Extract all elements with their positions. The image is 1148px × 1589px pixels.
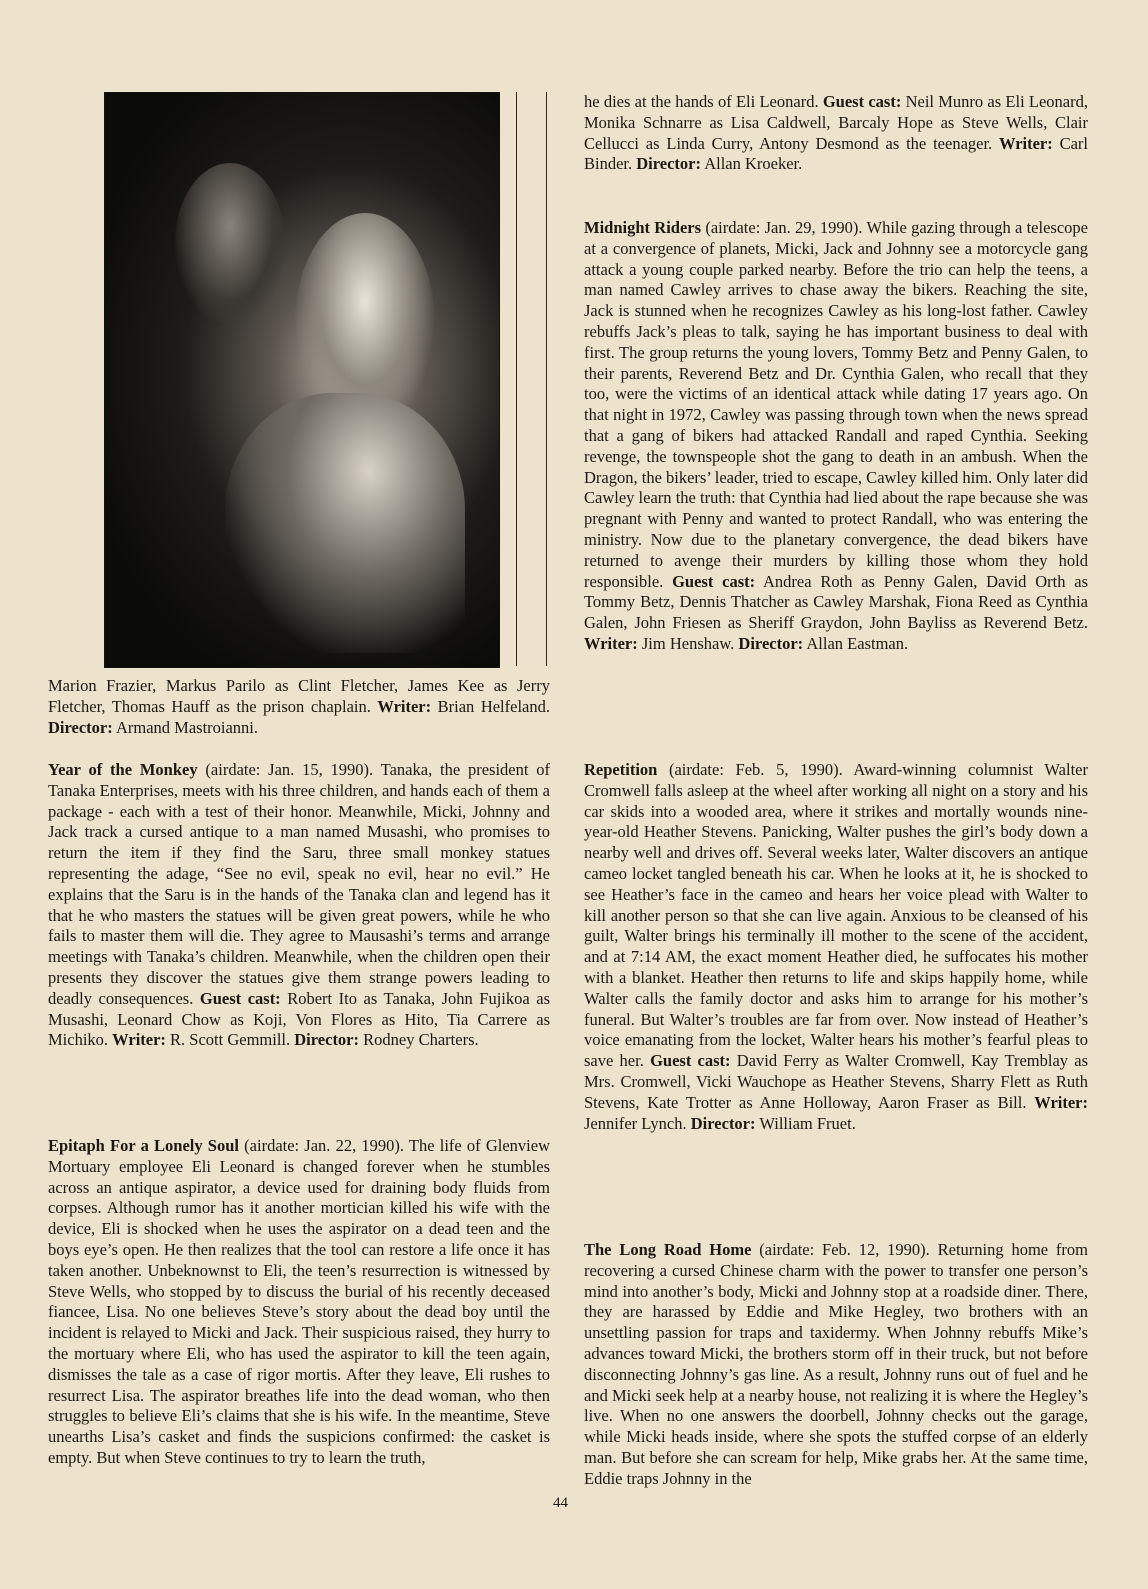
episode-the-long-road-home xyxy=(584,1240,1088,1490)
episode-midnight-riders: Midnight Riders (airdate: Jan. 29, 1990). While gazing through a telescope at a convergence of planets, Micki, Jack and Johnny see a motorcycle gang attack a young couple parked nearby. Before the trio can help the teens, a man named Cawley arrives to chase away the bikers. Reaching the site, Jack is stunned when he recognizes Cawley as his long-lost father. Cawley rebuffs Jack’s pleas to talk, saying he has important business to deal with first. The group returns the young lovers, Tommy Betz and Penny Galen, to their parents, Reverend Betz and Dr. Cynthia Galen, who recall that they too, were the victims of an identical attack while dating 17 years ago. On that night in 1972, Cawley was passing through town when the news spread that a gang of bikers had attacked Randall and raped Cynthia. Seeking revenge, the townspeople shot the gang to death in an ambush. When the Dragon, the bikers’ leader, tried to escape, Cawley killed him. Only later did Cawley learn the truth: that Cynthia had lied about the rape because she was pregnant with Penny and wanted to protect Randall, who was entering the ministry. Now due to the planetary convergence, the dead bikers have returned to avenge their murders by killing those whom they hold responsible. Guest cast: Andrea Roth as Penny Galen, David Orth as Tommy Betz, Dennis Thatcher as Cawley Marshak, Fiona Reed as Cynthia Galen, John Friesen as Sheriff Graydon, John Bayliss as Reverend Betz. Writer: Jim Henshaw. Director: Allan Eastman. xyxy=(584,218,1089,653)
episode-body: (airdate: Feb. 12, 1990). Returning home from recovering a cursed Chinese charm with the power to transfer one person’s mind into another’s body, Micki and Johnny stop at a roadside diner. There, they are harassed by Eddie and Mike Hegley, two brothers with an unsettling passion for traps and taxidermy. When Johnny rebuffs Mike’s advances toward Micki, the brothers storm off in their truck, but not before disconnecting Johnny’s gas line. As a result, Johnny runs out of fuel and he and Micki seek help at a nearby house, not realizing it is where the Hegley’s live. When no one answers the doorbell, Johnny checks out the garage, while Micki heads inside, where she spots the stuffed corpse of an elderly man. But before she can scream for help, Mike grabs her. At the same time, Eddie traps Johnny in the xyxy=(584,1240,1089,1488)
photo-figure-man xyxy=(175,163,285,323)
episode-title: Year of the Monkey xyxy=(48,760,198,779)
episode-continuation: he dies at the hands of Eli Leonard. Guest cast: Neil Munro as Eli Leonard, Monika Schnarre as Lisa Caldwell, Barcaly Hope as Steve Wells, Clair Cellucci as Linda Curry, Antony Desmond as the teenager. Writer: Carl Binder. Director: Allan Kroeker. xyxy=(584,92,1089,174)
episode-title: Repetition xyxy=(584,760,658,779)
episode-body: (airdate: Jan. 29, 1990). While gazing through a telescope at a convergence of planets, Micki, Jack and Johnny see a motorcycle gang attack a young couple parked nearby. Before the trio can help the teens, a man named Cawley arrives to chase away the bikers. Reaching the site, Jack is stunned when he recognizes Cawley as his long-lost father. Cawley rebuffs Jack’s pleas to talk, saying he has important business to deal with first. The group returns the young lovers, Tommy Betz and Penny Galen, to their parents, Reverend Betz and Dr. Cynthia Galen, who recall that they too, were the victims of an identical attack while dating 17 years ago. On that night in 1972, Cawley was passing through town when the news spread that a gang of bikers had attacked Randall and raped Cynthia. Seeking revenge, the townspeople shot the gang to death in an ambush. When the Dragon, the bikers’ leader, tried to escape, Cawley killed him. Only later did Cawley learn the truth: that Cynthia had lied about the rape because she was pregnant with Penny and wanted to protect Randall, who was entering the ministry. Now due to the planetary convergence, the dead bikers have returned to avenge their murders by killing those whom they hold responsible. xyxy=(584,218,1088,591)
episode-body: (airdate: Jan. 22, 1990). The life of Glenview Mortuary employee Eli Leonard is changed forever when he stumbles across an antique aspirator, a device used for draining body fluids from corpses. Although rumor has it another mortician killed his wife with the device, Eli is shocked when he uses the aspirator on a dead teen and the boys eye’s open. He then realizes that the tool can restore a life once it has taken another. Unbeknownst to Eli, the teen’s resurrection is witnessed by Steve Wells, who stopped by to discuss the burial of his recently deceased fiancee, Lisa. No one believes Steve’s story about the dead boy until the incident is relayed to Micki and Jack. Their suspicious raised, they hurry to the mortuary where Eli, who has used the aspirator to kill the teen again, dismisses the tale as a case of rigor mortis. After they leave, Eli rushes to resurrect Lisa. The aspirator breathes life into the dead woman, who then struggles to believe Eli’s claims that she is his wife. In the meantime, Steve unearths Lisa’s casket and finds the suspicions confirmed: the casket is empty. But when Steve continues to try to learn the truth, xyxy=(48,1136,551,1467)
episode-title: Epitaph For a Lonely Soul xyxy=(48,1136,239,1155)
page-number: 44 xyxy=(553,1495,568,1511)
episode-repetition: Repetition (airdate: Feb. 5, 1990). Award-winning columnist Walter Cromwell falls asleep at the wheel after working all night on a story and his car skids into a wooded area, where it strikes and mortally wounds nine-year-old Heather Stevens. Panicking, Walter pushes the girl’s body down a nearby well and drives off. Several weeks later, Walter discovers an antique cameo locket tangled beneath his car. When he looks at it, he is shocked to see Heather’s face in the cameo and hears her voice plead with Walter to kill another person so that she can live again. Anxious to be cleansed of his guilt, Walter brings his terminally ill mother to the scene of the accident, and at 7:14 AM, the exact moment Heather died, he suffocates his mother with a blanket. Heather then returns to life and skips happily home, while Walter calls the family doctor and asks him to arrange for his mother’s funeral. But Walter’s troubles are far from over. Now instead of Heather’s voice emanating from the locket, Walter hears his mother’s fearful pleas to save her. Guest cast: David Ferry as Walter Cromwell, Kay Tremblay as Mrs. Cromwell, Vicki Wauchope as Heather Stevens, Sharry Flett as Ruth Stevens, Kate Trotter as Anne Holloway, Aaron Fraser as Bill. Writer: Jennifer Lynch. Director: William Fruet. xyxy=(584,760,1089,1133)
caption-text: Marion Frazier, Markus Parilo as Clint Fletcher, James Kee as Jerry Fletcher, Thomas Hauff as the prison chaplain. Writer: Brian Helfeland. Director: Armand Mastroianni. xyxy=(48,676,550,737)
photo-figure-embrace xyxy=(225,393,465,653)
episode-epitaph-for-a-lonely-soul xyxy=(48,1136,550,1469)
episode-body: (airdate: Jan. 15, 1990). Tanaka, the president of Tanaka Enterprises, meets with his three children, and hands each of them a package - each with a test of their honor. Meanwhile, Micki, Johnny and Jack track a cursed antique to a man named Musashi, who promises to return the item if they find the Saru, three small monkey statues representing the adage, “See no evil, speak no evil, hear no evil.” He explains that the Saru is in the hands of the Tanaka clan and legend has it that he who masters the statues will be given great powers, while he who fails to master them will die. They agree to Mausashi’s terms and arrange meetings with Tanaka’s children. Meanwhile, when the children open their presents they discover the statues give them strange powers leading to deadly consequences. xyxy=(48,760,550,1008)
episode-body: (airdate: Feb. 5, 1990). Award-winning columnist Walter Cromwell falls asleep at the wheel after working all night on a story and his car skids into a wooded area, where it strikes and mortally wounds nine-year-old Heather Stevens. Panicking, Walter pushes the girl’s body down a nearby well and drives off. Several weeks later, Walter discovers an antique cameo locket tangled beneath his car. When he looks at it, he is shocked to see Heather’s face in the cameo and hears her voice plead with Walter to kill another person so that she can live again. Anxious to be cleansed of his guilt, Walter brings his terminally ill mother to the scene of the accident, and at 7:14 AM, the exact moment Heather died, he suffocates his mother with a blanket. Heather then returns to life and skips happily home, while Walter calls the family doctor and asks him to arrange for his mother’s funeral. But Walter’s troubles are far from over. Now instead of Heather’s voice emanating from the locket, Walter hears his mother’s fearful pleas to save her. xyxy=(584,760,1088,1071)
column-rule xyxy=(546,92,547,666)
episode-photo xyxy=(104,92,500,668)
episode-title: The Long Road Home xyxy=(584,1240,752,1259)
photo-caption xyxy=(48,676,550,738)
episode-title: Midnight Riders xyxy=(584,218,702,237)
column-rule xyxy=(516,92,517,666)
episode-year-of-the-monkey: Year of the Monkey (airdate: Jan. 15, 1990). Tanaka, the president of Tanaka Enterprises, meets with his three children, and hands each of them a package - each with a test of their honor. Meanwhile, Micki, Johnny and Jack track a cursed antique to a man named Musashi, who promises to return the item if they find the Saru, three small monkey statues representing the adage, “See no evil, speak no evil, hear no evil.” He explains that the Saru is in the hands of the Tanaka clan and legend has it that he who masters the statues will be given great powers, while he who fails to master them will die. They agree to Mausashi’s terms and arrange meetings with Tanaka’s children. Meanwhile, when the children open their presents they discover the statues give them strange powers leading to deadly consequences. Guest cast: Robert Ito as Tanaka, John Fujikoa as Musashi, Leonard Chow as Koji, Von Flores as Hito, Tia Carrere as Michiko. Writer: R. Scott Gemmill. Director: Rodney Charters. xyxy=(48,760,551,1050)
